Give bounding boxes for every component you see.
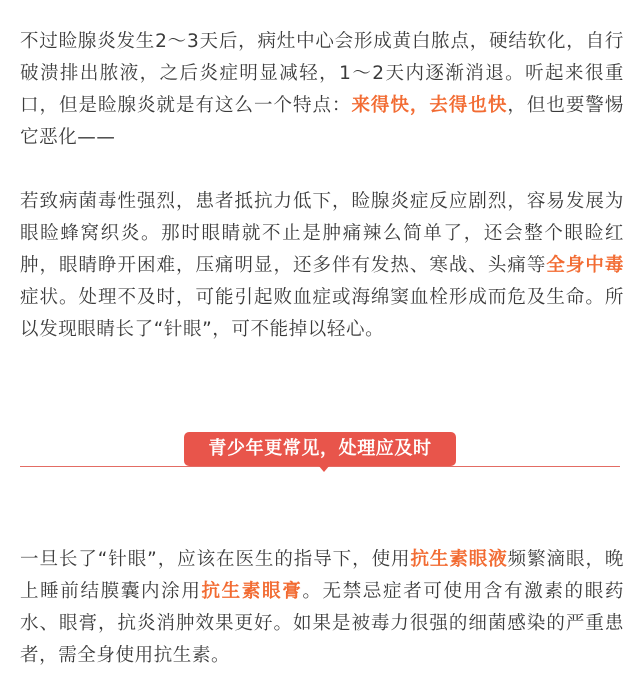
paragraph-text: 一旦长了“针眼”，应该在医生的指导下，使用 [20,549,411,570]
highlight-antibiotic-ointment: 抗生素眼膏 [201,581,303,602]
paragraph-complications [20,186,624,346]
section-title-badge: 青少年更常见，处理应及时 [184,432,456,466]
badge-pointer-icon [318,465,330,472]
section-header [20,432,620,476]
paragraph-text: ，但也要警惕它恶化—— [20,95,624,148]
paragraph-text: 频繁滴眼，晚上睡前结膜囊内涂用 [20,549,624,602]
paragraph-stye-resolution [20,26,624,154]
paragraph-text: 若致病菌毒性强烈，患者抵抗力低下，睑腺炎症反应剧烈，容易发展为眼睑蜂窝织炎。那时眼睛就不止是肿痛辣么简单了，还会整个眼睑红肿，眼睛睁开困难，压痛明显，还多伴有发热、寒战、头痛等 [20,191,624,276]
highlight-systemic-toxicity: 全身中毒 [546,255,624,276]
paragraph-text: 症状。处理不及时，可能引起败血症或海绵窦血栓形成而危及生命。所以发现眼睛长了“针眼”，可不能掉以轻心。 [20,287,624,340]
paragraph-text: 不过睑腺炎发生2～3天后，病灶中心会形成黄白脓点，硬结软化，自行破溃排出脓液，之后炎症明显减轻，1～2天内逐渐消退。听起来很重口，但是睑腺炎就是有这么一个特点： [20,31,624,116]
paragraph-treatment [20,544,624,672]
paragraph-text: 。无禁忌症者可使用含有激素的眼药水、眼膏，抗炎消肿效果更好。如果是被毒力很强的细菌感染的严重患者，需全身使用抗生素。 [20,581,624,666]
highlight-fast-onset: 来得快，去得也快 [351,95,508,116]
highlight-antibiotic-drops: 抗生素眼液 [410,549,508,570]
